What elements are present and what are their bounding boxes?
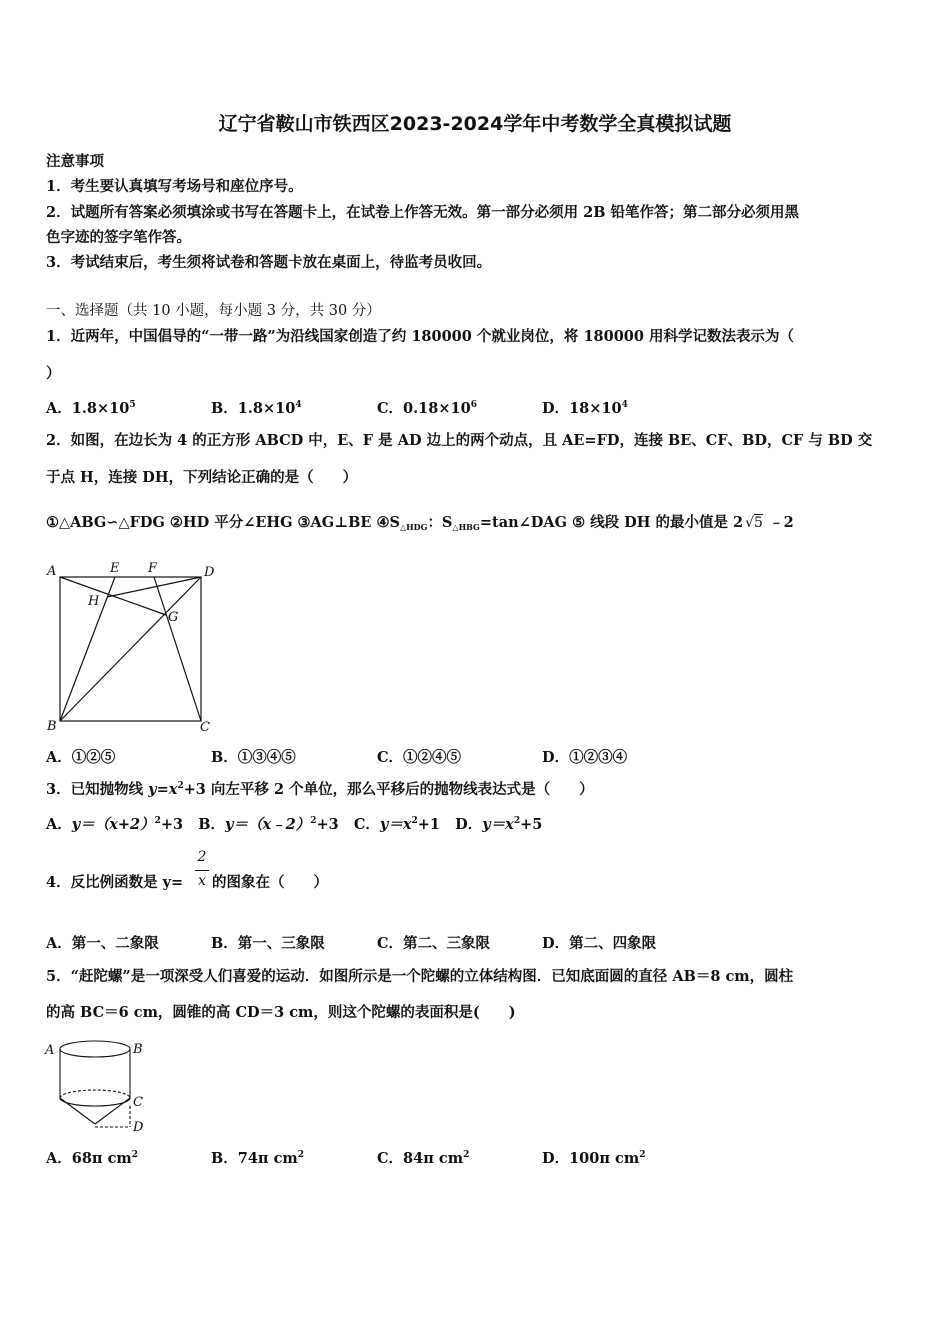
spinning-top-figure — [40, 1036, 160, 1136]
question-4-prefix: 4．反比例函数是 y= — [46, 874, 184, 891]
q1-option-a: A．$1.8\times 10^5$ — [46, 400, 136, 417]
q5-option-c: C．84π $cm^2$ — [377, 1150, 470, 1167]
notice-item: 色字迹的签字笔作答。 — [46, 229, 191, 246]
fraction-bar — [195, 870, 209, 871]
label-c: C — [200, 720, 210, 735]
q3-option-d: D．$y=x^2+5$ — [455, 816, 543, 833]
notice-item: 1．考生要认真填写考场号和座位序号。 — [46, 178, 303, 195]
segment-hd — [107, 577, 201, 597]
q1-option-c: C．$0.18\times 10^6$ — [377, 400, 477, 417]
label-d: D — [133, 1120, 144, 1135]
bottom-ellipse-front — [60, 1098, 130, 1106]
label-b: B — [133, 1042, 143, 1057]
q3-option-c: C．$y=x^2+1$ — [353, 816, 440, 833]
label-g: G — [168, 610, 179, 625]
q5-option-a: A．68π $cm^2$ — [46, 1150, 139, 1167]
label-a: A — [47, 564, 57, 579]
q3-options — [46, 815, 542, 835]
section-heading: 一、选择题（共 10 小题，每小题 3 分，共 30 分） — [46, 303, 381, 319]
label-h: H — [88, 594, 100, 609]
q3-option-a: A．$y=(x+2)^2+3$ — [46, 816, 184, 833]
cone-right-edge — [95, 1098, 130, 1124]
q5-option-d: D．100π $cm^2$ — [542, 1150, 646, 1167]
notice-item: 3．考试结束后，考生须将试卷和答题卡放在桌面上，待监考员收回。 — [46, 254, 492, 271]
segment-cf — [154, 577, 201, 721]
question-1-text-cont: ） — [46, 365, 61, 382]
label-c: C — [133, 1095, 143, 1110]
question-1-text: 1．近两年，中国倡导的“一带一路”为沿线国家创造了约 180000 个就业岗位，将 180000 用科学记数法表示为（ — [46, 328, 795, 345]
question-2-text: 2．如图，在边长为 4 的正方形 ABCD 中，E、F 是 AD 边上的两个动点，且 AE=FD，连接 BE、CF、BD，CF 与 BD 交 — [46, 432, 873, 449]
segment-bd — [60, 577, 201, 721]
label-b: B — [47, 719, 57, 734]
cone-left-edge — [60, 1098, 95, 1124]
page-title: 辽宁省鞍山市铁西区2023-2024学年中考数学全真模拟试题 — [218, 113, 732, 135]
notice-heading: 注意事项 — [46, 153, 104, 170]
q3-option-b: B．y＝（x﹣2）$^2$+3 — [198, 816, 339, 833]
label-f: F — [148, 561, 158, 576]
q2-option-d: D．①②③④ — [542, 749, 628, 766]
q4-option-c: C．第二、三象限 — [377, 935, 491, 952]
q2-option-c: C．①②④⑤ — [377, 749, 462, 766]
question-5-text-cont: 的高 BC＝6 cm，圆锥的高 CD＝3 cm，则这个陀螺的表面积是( ) — [46, 1004, 516, 1021]
label-a: A — [45, 1043, 55, 1058]
q2-option-b: B．①③④⑤ — [211, 749, 296, 766]
question-5-text: 5．“赶陀螺”是一项深受人们喜爱的运动．如图所示是一个陀螺的立体结构图．已知底面圆的直径 AB＝8 cm，圆柱 — [46, 968, 794, 985]
label-e: E — [110, 561, 120, 576]
notice-item: 2．试题所有答案必须填涂或书写在答题卡上，在试卷上作答无效。第一部分必须用 2B 铅笔作答；第二部分必须用黑 — [46, 204, 800, 221]
q2-option-a: A．①②⑤ — [46, 749, 116, 766]
bottom-ellipse-back — [60, 1090, 130, 1098]
q5-option-b: B．74π $cm^2$ — [211, 1150, 305, 1167]
q4-option-b: B．第一、三象限 — [211, 935, 325, 952]
question-3-text: 3．已知抛物线 $y=x^2+3$ 向左平移 2 个单位，那么平移后的抛物线表达式是（ ） — [46, 781, 594, 798]
q1-option-b: B．$1.8\times 10^4$ — [211, 400, 302, 417]
top-ellipse — [60, 1041, 130, 1057]
q1-option-d: D．$18\times 10^4$ — [542, 400, 628, 417]
question-2-statements: ①△ABG∽△FDG ②HD 平分∠EHG ③AG⊥BE $④S_{\triangle HDG}$：$S_{\triangle HBG}=\tan\angle DAG$ ⑤ 线段 DH 的最小值是 2 √5 ﹣2 — [46, 514, 794, 532]
q4-option-a: A．第一、二象限 — [46, 935, 159, 952]
label-d: D — [204, 565, 215, 580]
question-4-suffix: 的图象在（ ） — [212, 874, 328, 891]
q4-option-d: D．第二、四象限 — [542, 935, 657, 952]
square-figure — [40, 560, 230, 740]
fraction-denominator: x — [198, 873, 206, 889]
question-2-text-cont: 于点 H，连接 DH，下列结论正确的是（ ） — [46, 469, 358, 486]
fraction-numerator: 2 — [197, 849, 207, 865]
